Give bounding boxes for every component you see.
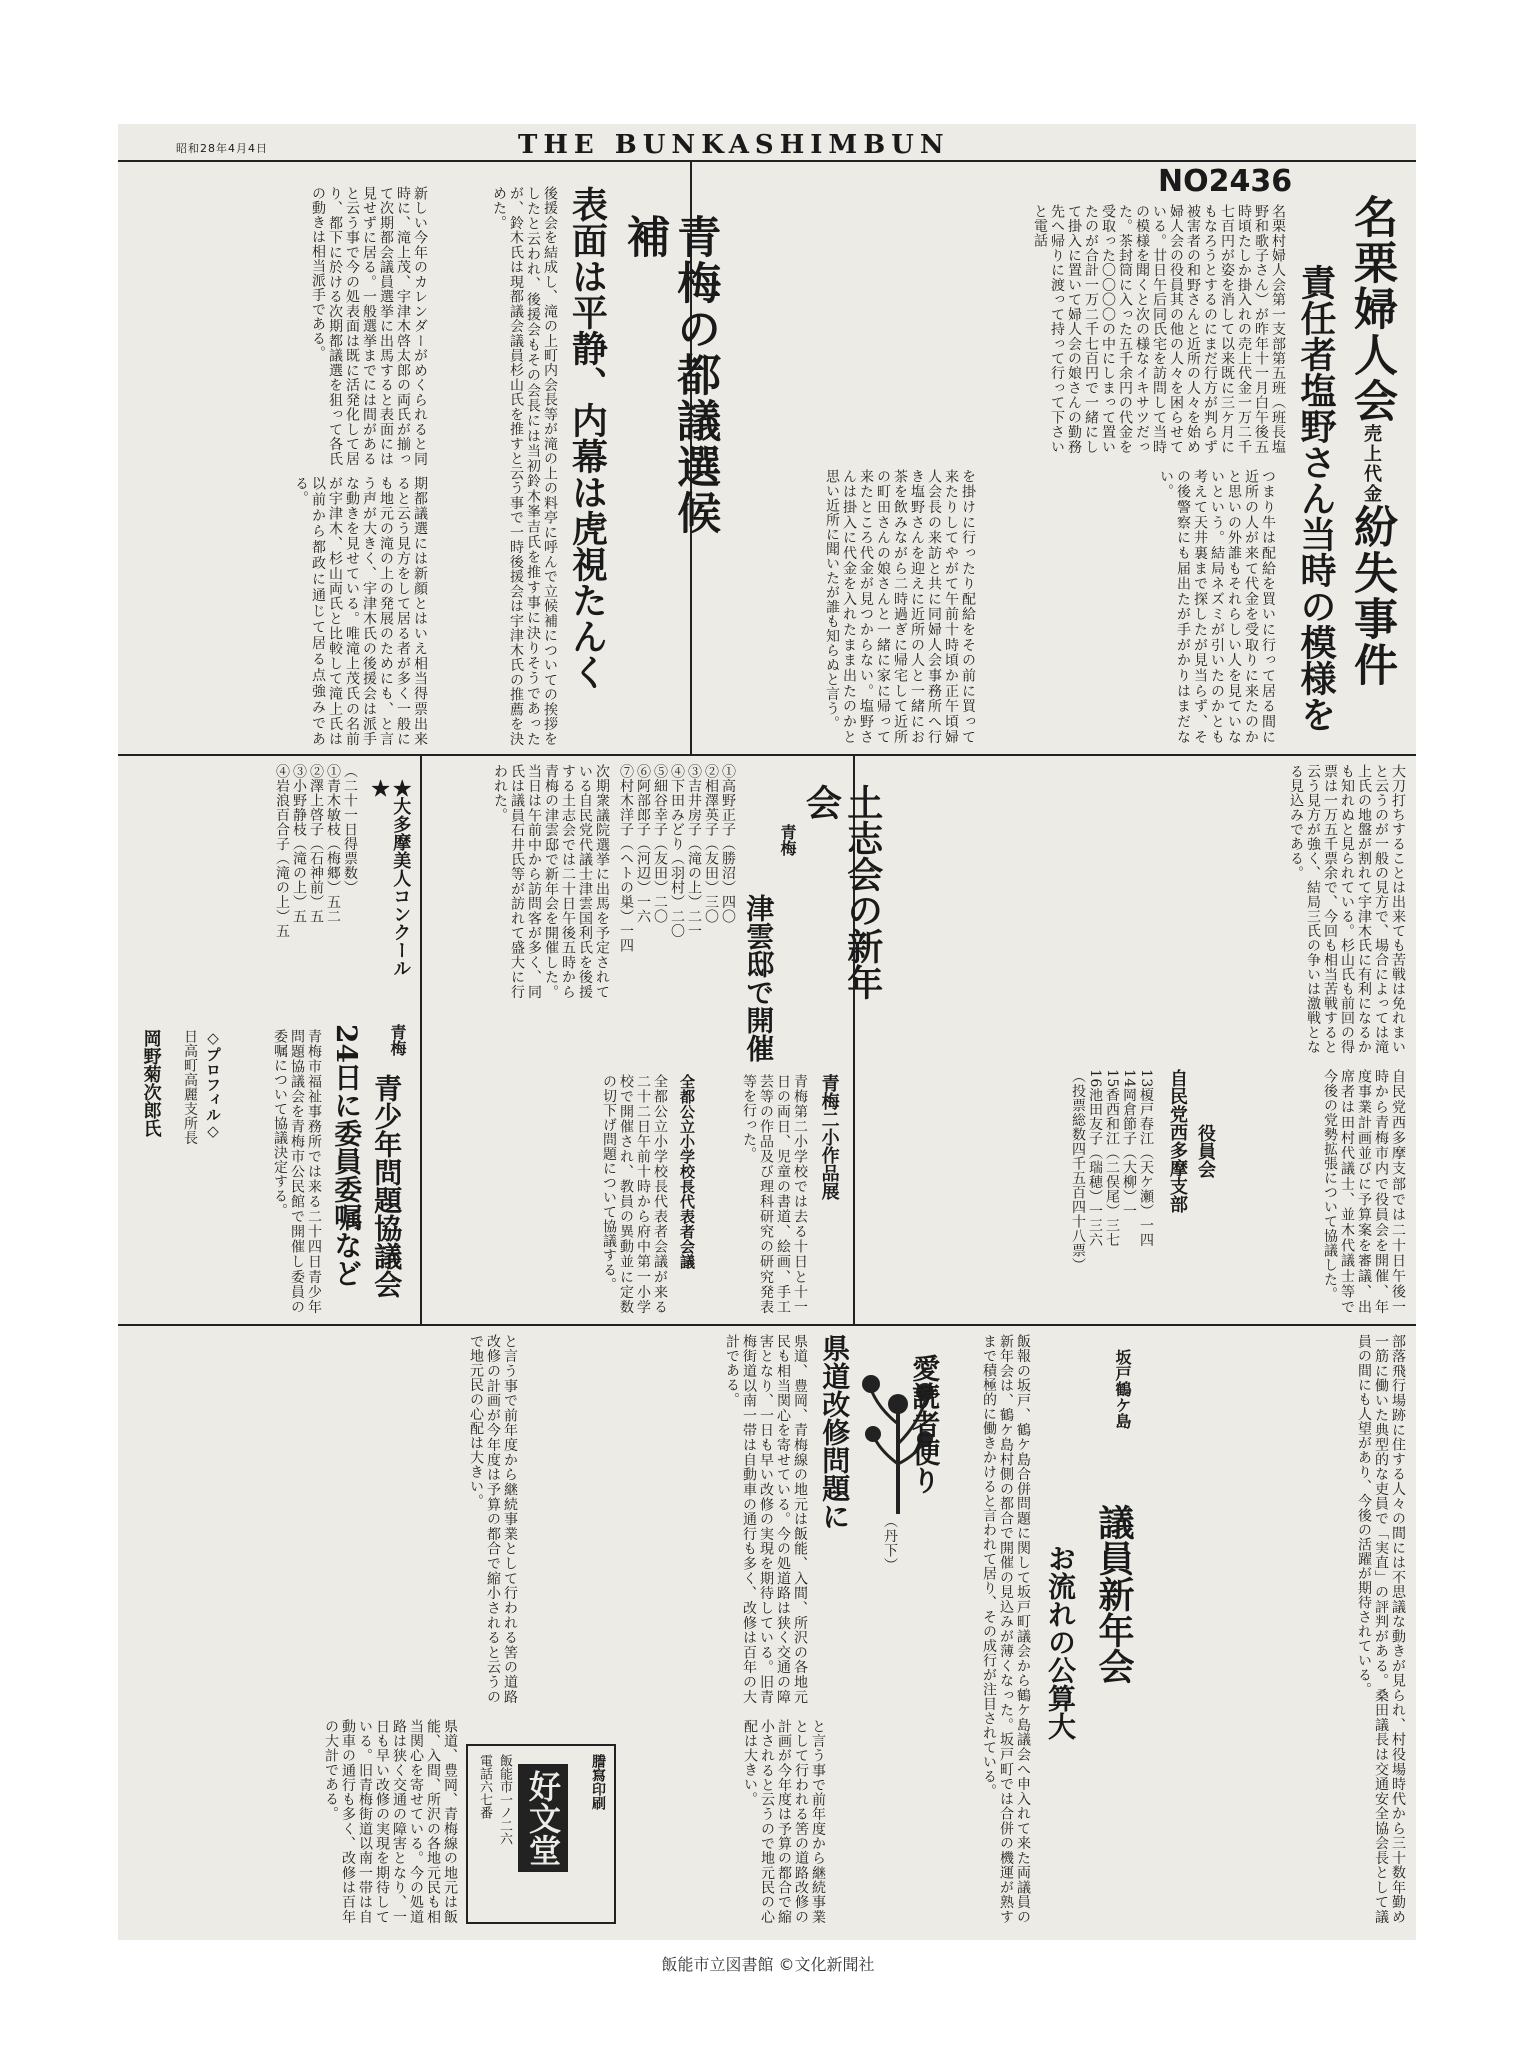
- jimin-list-item: 15香西和江（二俣尾）三七: [1104, 1069, 1120, 1248]
- funshitsu-headline: [1345, 194, 1396, 754]
- reader-signature: （丹下）: [882, 1514, 898, 1572]
- funshitsu-body-b: を掛けに行ったり配給をその前に買って来たりしてやがて午前十時頃か正午頃婦人会長の来訪と共に同婦人会事務所へ行き塩野さんを迎えに近所の人と一緒にお茶を飲みながら二時過ぎに帰宅して近所の町田さんの娘さんと一緒に家に帰って来たところ代金が見つからない。塩野さんは掛入に代金を入れたまま出たのかと思い近所に聞いたが誰も知らぬと言う。: [824, 469, 976, 744]
- jimin-list-item: 16池田友子（瑞穂）一三六: [1087, 1069, 1103, 1248]
- rule-upper: [118, 754, 1416, 756]
- jimin-list-item: 13榎戸春江（天ケ瀬）一四: [1138, 1069, 1154, 1248]
- ad-address: 飯能市一ノ二六: [497, 1754, 512, 1845]
- funshitsu-body: 名栗村婦人会第一支部第五班（班長塩野和歌子さん）が昨年十一月白午後五時頃たしか掛入れの売上代金一万二千七百円が姿を消して以来既に三ケ月にもなろうとするのにまだ行方が判らず被害者の和野さんと近所の人々を始め婦人会の役員其の他の人々を困らせている。廿日午后同氏宅を訪問して当時の模様を聞くと次の様なイキサツだった。茶封筒に入った五千余円の代金を受取った〇〇〇〇の中にしまって置いたのが合計一万二千七百円で一緒にして掛入に置いて婦人会の娘さんの勤務先へ帰りに渡って持って行って下さいと電話: [1032, 204, 1286, 454]
- reader-headline: 愛読者便り: [908, 1354, 942, 1494]
- tsujido-list-item: ⑤細谷幸子（友田）二〇: [652, 764, 668, 924]
- tsujido-headline: 土志会の新年会: [800, 784, 884, 1000]
- miss-result-item: ①青木敏枝（梅郷）五二: [325, 764, 341, 924]
- jimin-note: （投票総数四千五百四十八票）: [1070, 1069, 1086, 1272]
- funshitsu-headline-tail: 紛失事件: [1346, 504, 1397, 688]
- funshitsu-subhead: 責任者塩野さん当時の模様を: [1295, 264, 1337, 732]
- miss-result-item: ③小野静枝（滝の上）五: [291, 764, 307, 924]
- tsujido-subhead: 津雲邸で開催: [742, 894, 776, 1062]
- shogakko-body: 青梅第二小学校では去る十日と十一日の両日、児童の書道、絵画、手工芸等の作品及び理科研究の研究発表等を行った。: [741, 1074, 808, 1314]
- jimin-list-item: 14岡倉節子（大柳）一: [1121, 1069, 1137, 1219]
- tsujido-kicker: 青梅: [778, 824, 797, 856]
- masthead-rule: [118, 160, 1416, 162]
- kendo-body-continued: 県道、豊岡、青梅線の地元は飯能、入間、所沢の各地元民も相当関心を寄せている。今の処道路は狭く交通の障害となり、一日も早い改修の実現を期待している。旧青梅街道以南一帯は自動車の通行も多く、改修は百年の大計である。: [323, 1719, 458, 1924]
- shogakko-sub-body: 全都公立小学校長代表者会議が来る二十二日午前十時から府中第一小学校で開催され、教員の異動並に定数の切下げ問題について協議する。: [601, 1074, 668, 1314]
- kendo-body-b: と言う事で前年度から継続事業として行われる筈の道路改修の計画が今年度は予算の都合で縮小されると云うので地元民の心配は大きい。: [468, 1334, 518, 1704]
- right-lower-body: 部落飛行場跡に住する人々の間には不思議な動きが見られ、村役場時代から三十数年勤め一筋に働いた典型的な吏員で「実直」の評判がある。桑田議長は交通安全協会長として議員の間にも人望があり、今後の活躍が期待されている。: [1356, 1334, 1406, 1924]
- masthead-date: 昭和28年4月4日: [176, 142, 268, 155]
- miss-result-item: ②澤上啓子（石神前）五: [308, 764, 324, 924]
- ome-body-c: 期都議選には新顔とはいえ相当得票出来ると云う見方をして居る者が多く一般にも地元の滝の上の発展のためにも、と言う声が大きく、宇津木氏の後援会は派手な動きを見せている。唯滝上茂氏の名前が宇津木、杉山両氏と比較して滝上氏は以前から都政に通じて居る点強みである。: [293, 476, 428, 746]
- ome-body-b: 後援会を結成し、滝の上町内会長等が滝の上の料亭に呼んで立候補についての挨拶をしたと云われ、後援会もその会長には当初鈴木峯吉氏を推す事に決りそうであったが、鈴木氏は現都議会議員杉山氏を推すと云う事で一時後援会は宇津木氏の推薦を決めた。: [491, 186, 558, 746]
- profile-org: 日高町高麗支所長: [182, 1029, 198, 1145]
- ome-body: 新しい今年のカレンダーがめくられると同時に、滝上茂、宇津木啓太郎の両氏が揃って次期都会議員選挙に出馬すると表面には見せずに居る。一般選挙までには間があると云う事で今の処表面は既に活発化して居り、都下に於ける次期都議選を狙って各氏の動きは相当派手である。: [310, 186, 428, 466]
- newspaper-page: [118, 124, 1416, 1940]
- profile-name: 岡野菊次郎氏: [140, 1029, 162, 1137]
- jimin-list: [924, 1069, 1154, 1314]
- ome-headline-1: 青梅の都議選候補: [618, 214, 721, 536]
- funshitsu-headline-small: 売上代金: [1361, 424, 1382, 504]
- sakado-subhead: お流れの公算大: [1044, 1544, 1077, 1740]
- miss-results: [128, 764, 358, 1014]
- youth-body: 青梅市福祉事務所では来る二十四日青少年問題協議会を青梅市公民館で開催し委員の委嘱について協議決定する。: [272, 1029, 322, 1314]
- shogakko-sub-headline: 全都公立小学校長代表者会議: [678, 1074, 696, 1269]
- masthead-title: THE BUNKASHIMBUN: [518, 130, 950, 160]
- jimin-headline: 自民党西多摩支部: [1167, 1069, 1188, 1213]
- tsujido-body: 次期衆議院選挙に出馬を予定されている自民党代議士津雲国利氏を後援する土志会では二十日午後五時から青梅の津雲邸で新年会を開催した。当日は午前中から訪問客が多く、同氏は議員石井氏等が訪れて盛大に行われた。: [492, 764, 610, 999]
- ad-name: 好文堂: [518, 1764, 568, 1872]
- ome-headline-2: 表面は平静、内幕は虎視たんく: [566, 186, 609, 690]
- sakado-headline: 議員新年会: [1093, 1504, 1135, 1684]
- funshitsu-headline-main: 名栗婦人会: [1346, 194, 1397, 424]
- tsujido-list-item: ②相澤英子（友田）三〇: [703, 764, 719, 924]
- rule-mid-split-2: [420, 754, 422, 1324]
- jimin-body: 自民党西多摩支部では二十日午後一時から青梅市内で役員会を開催、年度事業計画並びに予算案を審議、出席者は田村代議士、並木代議士等で今後の党勢拡張について協議した。: [1322, 1069, 1406, 1314]
- misc-upper-body: 大刀打ちすることは出来ても苦戦は免れまいと云うのが一般の見方で、場合によっては滝上氏の地盤が割れて宇津木氏に有利になるかも知れぬと見られている。杉山氏も前回の得票は一万五千票余で、今回も相当苦戦すると云う見方が強く、結局三氏の争いは激戦となる見込みである。: [1288, 764, 1406, 1054]
- sakado-body: 飯報の坂戸、鶴ケ島合併問題に関して坂戸町議会から鶴ケ島議会へ申入れて来た両議員の新年会は、鶴ケ島村側の都合で開催の見込みが薄くなった。坂戸町では合併の機運が熟すまで積極的に働きかけると言われて居り、その成行が注目されている。: [981, 1334, 1031, 1924]
- kendo-headline: 県道改修問題に: [818, 1334, 852, 1530]
- tsujido-list-item: ⑥阿部郎子（河辺）一六: [635, 764, 651, 924]
- tsujido-list-item: ③吉井房子（滝の上）二一: [686, 764, 702, 938]
- sakado-kicker: 坂戸鶴ケ島: [1113, 1349, 1132, 1429]
- youth-subhead: 24日に委員委嘱など: [330, 1024, 364, 1287]
- footer-credit: 飯能市立図書館 ©文化新聞社: [661, 1955, 875, 1974]
- tsujido-list: [618, 764, 736, 1064]
- shogakko-headline: 青梅二小作品展: [818, 1074, 840, 1200]
- tsujido-list-item: ④下田みどり（羽村）二〇: [669, 764, 685, 938]
- tsujido-list-item: ⑦村木洋子（ヘトの巣）一四: [618, 764, 634, 953]
- youth-kicker: 青梅: [388, 1024, 407, 1056]
- youth-headline: 青少年問題協議会: [370, 1074, 404, 1298]
- miss-note: （二十一日得票数）: [342, 764, 358, 895]
- miss-title: ★大多摩美人コンクール★: [368, 779, 412, 977]
- profile-label: ◇プロフィル◇: [204, 1029, 222, 1140]
- miss-result-item: ④岩浪百合子（滝の上）五: [274, 764, 290, 938]
- issue-number: NO2436: [1158, 164, 1293, 199]
- rule-middle: [118, 1324, 1416, 1326]
- kendo-body: 県道、豊岡、青梅線の地元は飯能、入間、所沢の各地元民も相当関心を寄せている。今の処道路は狭く交通の障害となり、一日も早い改修の実現を期待している。旧青梅街道以南一帯は自動車の通行も多く、改修は百年の大計である。: [724, 1334, 808, 1704]
- kendo-body-continued-2: と言う事で前年度から継続事業として行われる筈の道路改修の計画が今年度は予算の都合で縮小されると云うので地元民の心配は大きい。: [742, 1719, 826, 1924]
- ad-phone: 電話六七番: [477, 1754, 492, 1819]
- ad-box: [466, 1744, 616, 1924]
- ad-service: 謄寫印刷: [590, 1754, 606, 1810]
- jimin-subhead: 役員会: [1195, 1124, 1216, 1178]
- funshitsu-body-c: つまり牛は配給を買いに行って居る間に近所の人が来て代金を受取りに来たのかと思いの外誰もそれらしい人を見ていないという。結局ネズミが引いたのかとも考えて天井裏まで探したが見当らず、その後警察にも届出たが手がかりはまだない。: [1158, 469, 1276, 744]
- tsujido-list-item: ①高野正子（勝沼）四〇: [720, 764, 736, 924]
